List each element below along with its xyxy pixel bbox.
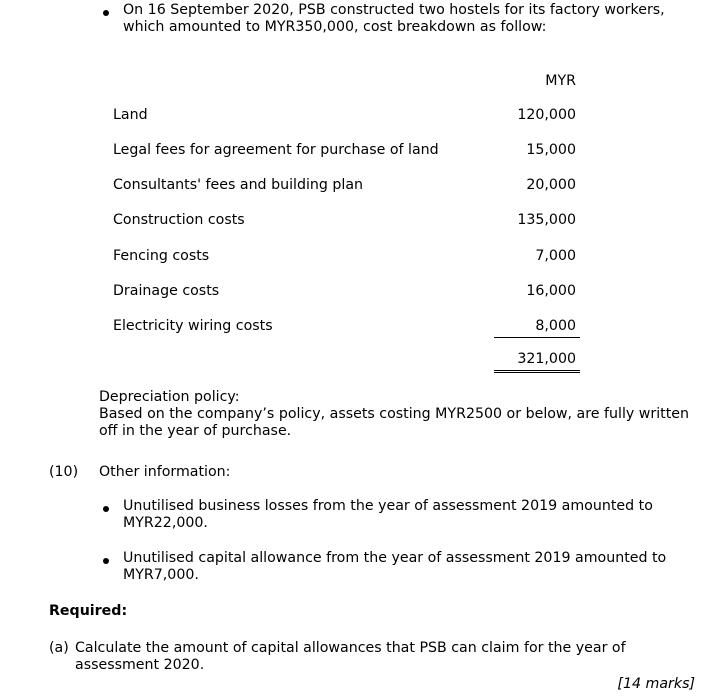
row-amount-fencing: 7,000 xyxy=(535,248,576,264)
row-label-fencing: Fencing costs xyxy=(113,248,210,264)
required-heading: Required: xyxy=(49,603,128,619)
row-label-land: Land xyxy=(113,107,148,123)
row-label-consultants-fees: Consultants' fees and building plan xyxy=(113,177,364,193)
item-number: (10) xyxy=(49,464,79,480)
row-amount-legal-fees: 15,000 xyxy=(526,142,576,158)
row-label-legal-fees: Legal fees for agreement for purchase of land xyxy=(113,142,439,158)
row-amount-drainage: 16,000 xyxy=(526,283,576,299)
question-line-1: Calculate the amount of capital allowances that PSB can claim for the year of xyxy=(75,640,626,656)
depreciation-line-2: off in the year of purchase. xyxy=(99,423,292,439)
capital-allowance-line-1: Unutilised capital allowance from the year of assessment 2019 amounted to xyxy=(123,550,667,566)
row-amount-construction: 135,000 xyxy=(517,212,576,228)
business-losses-line-2: MYR22,000. xyxy=(123,515,208,531)
row-amount-electricity: 8,000 xyxy=(494,318,580,338)
capital-allowance-line-2: MYR7,000. xyxy=(123,567,199,583)
row-label-construction: Construction costs xyxy=(113,212,245,228)
depreciation-line-1: Based on the company’s policy, assets costing MYR2500 or below, are fully written xyxy=(99,406,690,422)
row-label-electricity: Electricity wiring costs xyxy=(113,318,273,334)
intro-line-2: which amounted to MYR350,000, cost breakdown as follow: xyxy=(123,19,547,35)
row-amount-land: 120,000 xyxy=(517,107,576,123)
question-line-2: assessment 2020. xyxy=(75,657,205,673)
other-info-heading: Other information: xyxy=(99,464,231,480)
bullet-icon xyxy=(103,506,109,512)
intro-line-1: On 16 September 2020, PSB constructed two hostels for its factory workers, xyxy=(123,2,665,18)
depreciation-heading: Depreciation policy: xyxy=(99,389,240,405)
bullet-icon xyxy=(103,10,109,16)
bullet-icon xyxy=(103,558,109,564)
business-losses-line-1: Unutilised business losses from the year of assessment 2019 amounted to xyxy=(123,498,653,514)
row-amount-consultants-fees: 20,000 xyxy=(526,177,576,193)
marks-label: [14 marks] xyxy=(617,676,695,692)
part-label: (a) xyxy=(49,640,69,656)
currency-header: MYR xyxy=(545,73,576,89)
row-label-drainage: Drainage costs xyxy=(113,283,220,299)
total-amount: 321,000 xyxy=(494,351,580,373)
